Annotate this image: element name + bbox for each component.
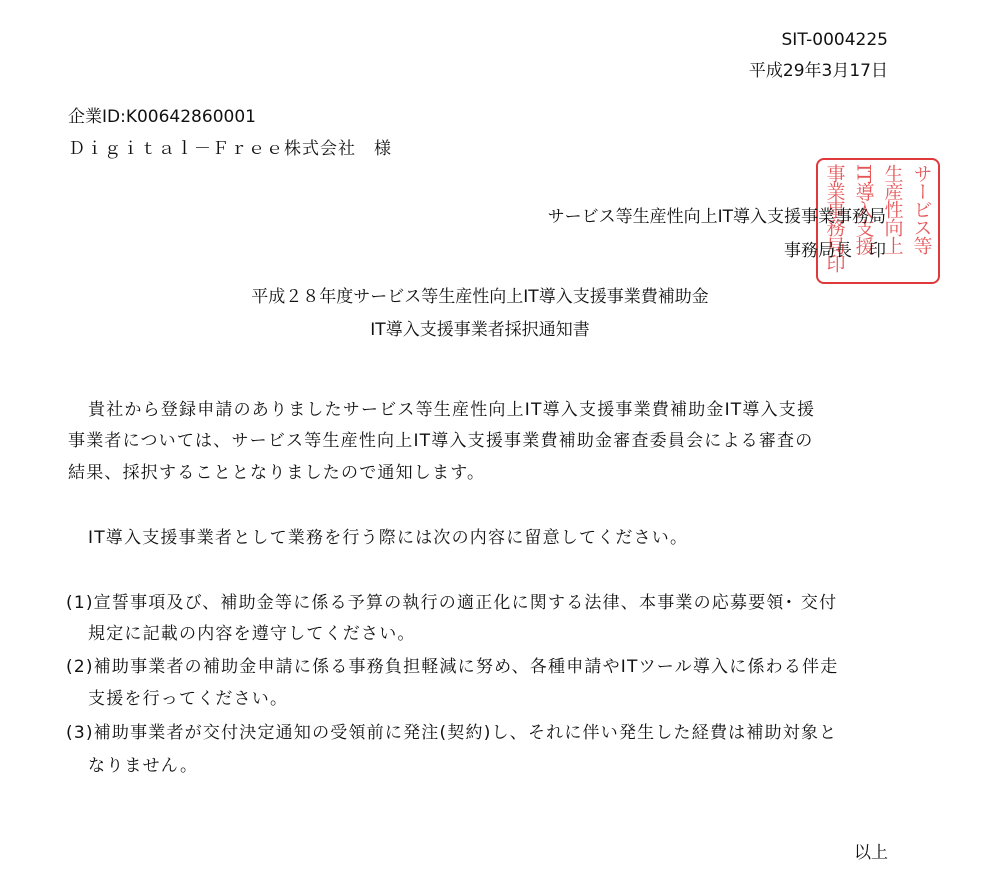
seal-column: 生産性向上 — [881, 164, 904, 254]
document-number: SIT-0004225 — [781, 30, 888, 50]
body-text-line: 貴社から登録申請のありましたサービス等生産性向上IT導入支援事業費補助金IT導入支援 — [88, 400, 816, 420]
closing-text: 以上 — [854, 843, 888, 863]
list-item-3-cont: なりません。 — [88, 756, 199, 776]
document-title-line1: 平成２８年度サービス等生産性向上IT導入支援事業費補助金 — [251, 287, 709, 307]
seal-column: IT導入支援 — [852, 164, 875, 255]
list-item-2: (2)補助事業者の補助金申請に係る事務負担軽減に努め、各種申請やITツール導入に係わる伴走 — [66, 657, 839, 677]
body-text-line: 結果、採択することとなりましたので通知します。 — [68, 463, 486, 483]
company-id: 企業ID:K00642860001 — [68, 107, 256, 127]
notice-intro: IT導入支援事業者として業務を行う際には次の内容に留意してください。 — [88, 528, 689, 548]
sender-office: サービス等生産性向上IT導入支援事業事務局 — [547, 207, 886, 227]
list-item-1: (1)宣誓事項及び、補助金等に係る予算の執行の適正化に関する法律、本事業の応募要領･ 交付 — [66, 593, 838, 613]
document-title-line2: IT導入支援事業者採択通知書 — [370, 320, 590, 340]
seal-column: サービス等 — [910, 164, 933, 254]
list-item-3: (3)補助事業者が交付決定通知の受領前に発注(契約)し、それに伴い発生した経費は補助対象と — [66, 723, 838, 743]
list-item-1-cont: 規定に記載の内容を遵守してください。 — [88, 624, 416, 644]
seal-column: 事業事務局印 — [823, 164, 846, 272]
list-item-2-cont: 支援を行ってください。 — [88, 689, 289, 709]
recipient-name: Ｄｉｇｉｔａｌ－Ｆｒｅｅ株式会社 様 — [68, 139, 392, 159]
body-text-line: 事業者については、サービス等生産性向上IT導入支援事業費補助金審査委員会による審査の — [68, 431, 814, 451]
issue-date: 平成29年3月17日 — [748, 61, 888, 81]
sender-title: 事務局長 印 — [784, 241, 886, 261]
